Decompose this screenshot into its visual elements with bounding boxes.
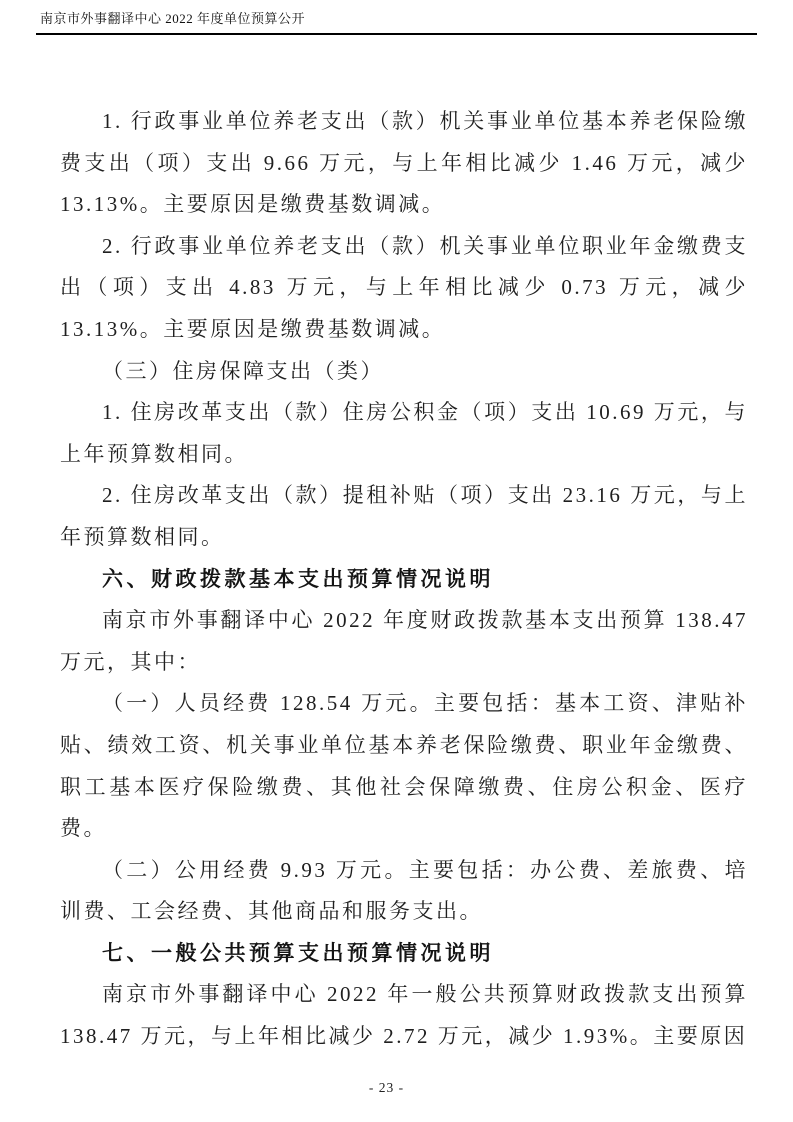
para-general-budget-expenditure: 南京市外事翻译中心 2022 年一般公共预算财政拨款支出预算 138.47 万元，与上年相比减少 2.72 万元，减少 1.93%。主要原因 [60, 982, 748, 1049]
heading-section-seven: 七、一般公共预算支出预算情况说明 [102, 940, 494, 965]
page-header [0, 0, 793, 35]
para-basic-expenditure-total: 南京市外事翻译中心 2022 年度财政拨款基本支出预算 138.47 万元，其中： [60, 608, 748, 674]
para-pension-basic-insurance: 1. 行政事业单位养老支出（款）机关事业单位基本养老保险缴费支出（项）支出 9.66 万元，与上年相比减少 1.46 万元，减少 13.13%。主要原因是缴费基数调减。 [60, 109, 748, 217]
para-public-funds: （二）公用经费 9.93 万元。主要包括：办公费、差旅费、培训费、工会经费、其他商品和服务支出。 [60, 857, 748, 924]
page-number: - 23 - [368, 1080, 405, 1095]
para-housing-security-category: （三）住房保障支出（类） [102, 358, 384, 383]
header-rule [36, 33, 757, 35]
para-housing-fund: 1. 住房改革支出（款）住房公积金（项）支出 10.69 万元，与上年预算数相同。 [60, 400, 748, 466]
document-body [60, 101, 748, 1058]
header-title: 南京市外事翻译中心 2022 年度单位预算公开 [40, 11, 306, 26]
para-occupational-annuity: 2. 行政事业单位养老支出（款）机关事业单位职业年金缴费支出（项）支出 4.83 万元，与上年相比减少 0.73 万元，减少 13.13%。主要原因是缴费基数调减。 [60, 233, 748, 341]
heading-section-six: 六、财政拨款基本支出预算情况说明 [102, 566, 494, 591]
page-footer [0, 1080, 773, 1096]
para-personnel-funds: （一）人员经费 128.54 万元。主要包括：基本工资、津贴补贴、绩效工资、机关事业单位基本养老保险缴费、职业年金缴费、职工基本医疗保险缴费、其他社会保障缴费、住房公积金、医疗费。 [60, 691, 748, 841]
para-rent-subsidy: 2. 住房改革支出（款）提租补贴（项）支出 23.16 万元，与上年预算数相同。 [60, 483, 748, 549]
